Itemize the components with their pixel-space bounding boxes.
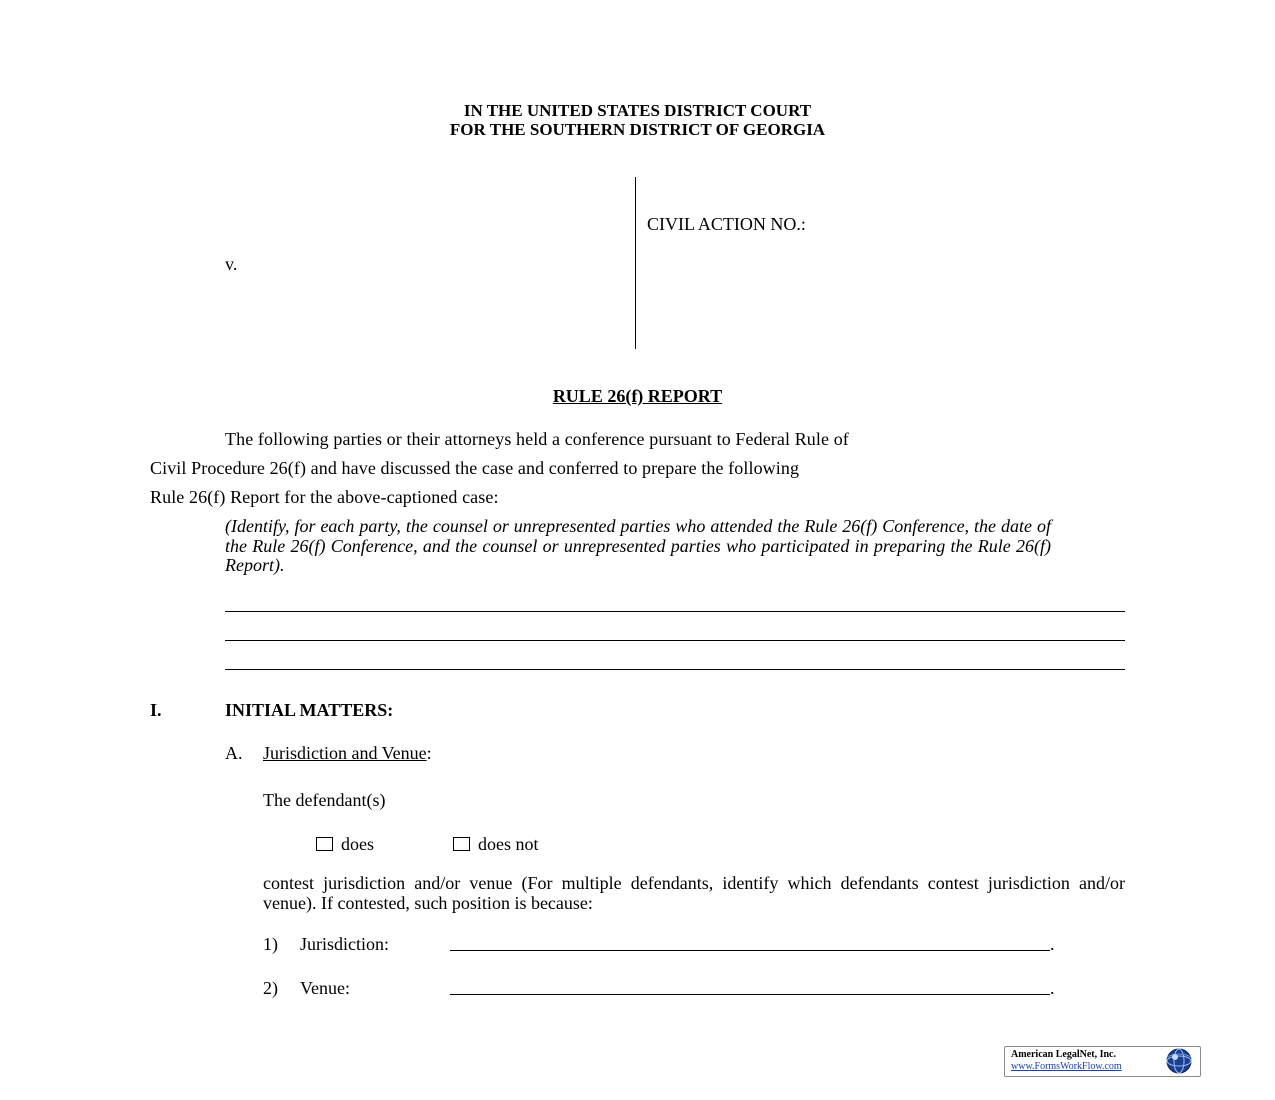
section-number: I. xyxy=(150,700,162,720)
item-1-period: . xyxy=(1050,934,1055,954)
contest-text: contest jurisdiction and/or venue (For multiple defendants, identify which defendants contest jurisdiction and/or venue). If contested, such position is because: xyxy=(263,873,1125,913)
subsection-heading xyxy=(263,743,432,764)
venue-label: Venue: xyxy=(300,978,350,998)
intro-line-2: Civil Procedure 26(f) and have discussed the case and conferred to prepare the following xyxy=(150,458,800,478)
caption-divider xyxy=(635,177,636,349)
attendance-fill-line-2[interactable] xyxy=(225,640,1125,641)
publisher-name: American LegalNet, Inc. xyxy=(1011,1049,1116,1060)
subsection-title: Jurisdiction and Venue xyxy=(263,743,427,763)
venue-fill-line[interactable] xyxy=(450,994,1050,995)
item-2-number: 2) xyxy=(263,978,278,998)
does-checkbox[interactable] xyxy=(316,837,333,851)
court-name-line2: FOR THE SOUTHERN DISTRICT OF GEORGIA xyxy=(449,120,826,139)
report-title: RULE 26(f) REPORT xyxy=(552,386,723,406)
subsection-letter: A. xyxy=(225,743,243,763)
does-not-option[interactable] xyxy=(453,834,539,855)
civil-action-label: CIVIL ACTION NO.: xyxy=(647,214,806,234)
attendance-fill-line-1[interactable] xyxy=(225,611,1125,612)
attendance-instructions: (Identify, for each party, the counsel or unrepresented parties who attended the Rule 26(f) Conference, the date of the Rule 26(f) Conference, and the counsel or unrepresented parties who participated in preparing the Rule 26(f) Report). xyxy=(225,516,1051,575)
does-not-label: does not xyxy=(478,834,539,854)
does-label: does xyxy=(341,834,374,854)
defendants-label: The defendant(s) xyxy=(263,790,386,810)
jurisdiction-label: Jurisdiction: xyxy=(300,934,389,954)
does-option[interactable] xyxy=(316,834,374,855)
attendance-fill-line-3[interactable] xyxy=(225,669,1125,670)
versus-label: v. xyxy=(225,254,238,274)
intro-line-3: Rule 26(f) Report for the above-captioned case: xyxy=(150,487,499,507)
item-1-number: 1) xyxy=(263,934,278,954)
publisher-url[interactable]: www.FormsWorkFlow.com xyxy=(1011,1061,1122,1072)
globe-icon xyxy=(1160,1047,1198,1075)
subsection-colon: : xyxy=(426,743,432,763)
jurisdiction-fill-line[interactable] xyxy=(450,950,1050,951)
does-not-checkbox[interactable] xyxy=(453,837,470,851)
court-name-line1: IN THE UNITED STATES DISTRICT COURT xyxy=(463,101,812,120)
item-2-period: . xyxy=(1050,978,1055,998)
intro-line-1: The following parties or their attorneys held a conference pursuant to Federal Rule of xyxy=(225,429,849,449)
section-title: INITIAL MATTERS: xyxy=(225,700,394,720)
